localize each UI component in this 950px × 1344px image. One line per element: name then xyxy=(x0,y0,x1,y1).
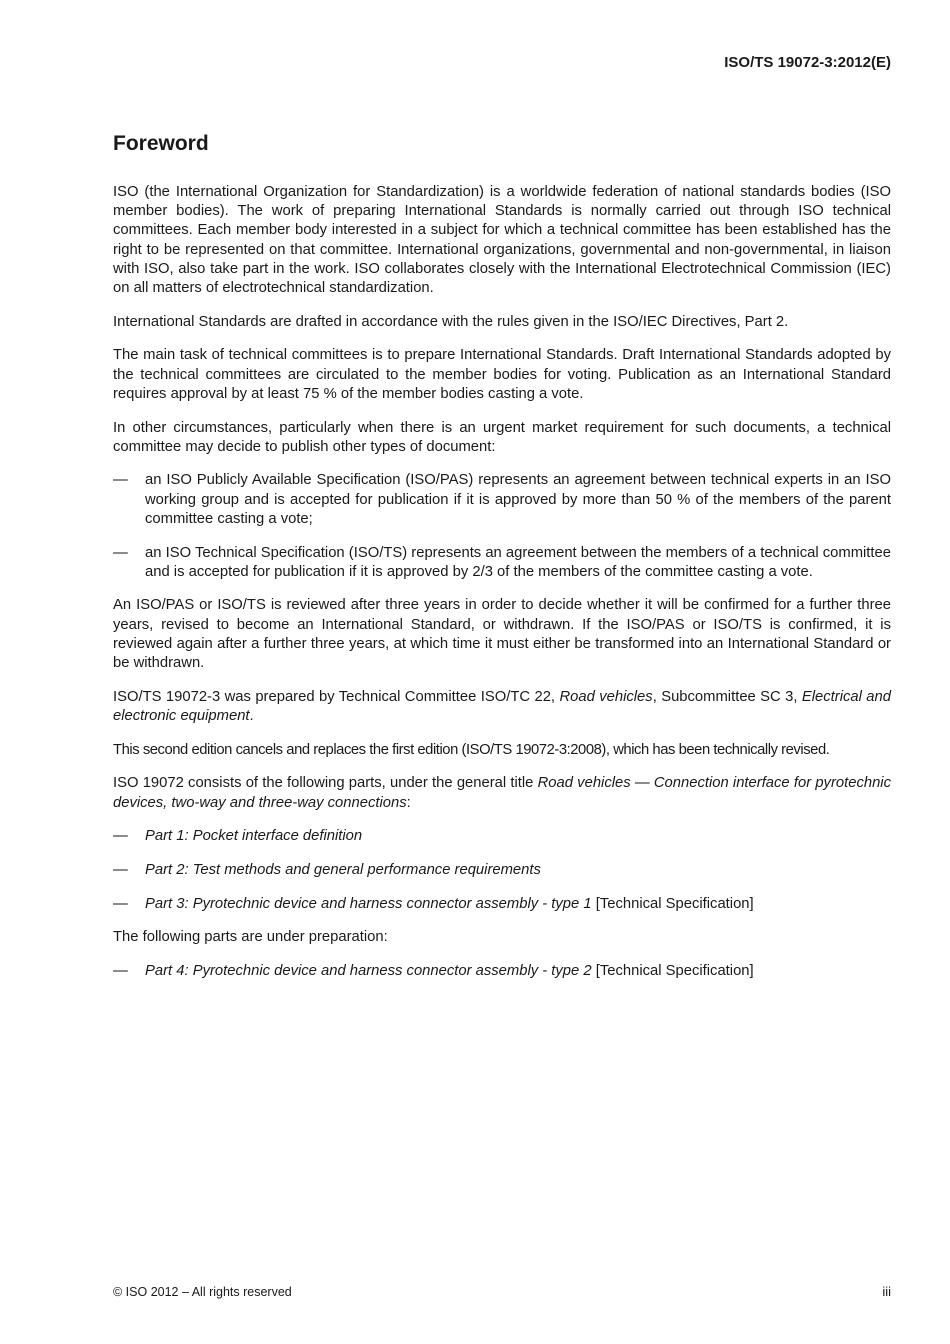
paragraph-iso-intro: ISO (the International Organization for Standardization) is a worldwide federation of national standards bodies (ISO member bodies). The work of preparing International Standards is normally carried out through ISO technical committees. Each member body interested in a subject for which a technical committee has been established has the right to be represented on that committee. International organizations, governmental and non-governmental, in liaison with ISO, also take part in the work. ISO collaborates closely with the International Electrotechnical Commission (IEC) on all matters of electrotechnical standardization. xyxy=(113,184,891,297)
page-number: iii xyxy=(882,1284,891,1299)
list-item-ts xyxy=(113,544,891,582)
paragraph-review: An ISO/PAS or ISO/TS is reviewed after three years in order to decide whether it will be confirmed for a further three years, revised to become an International Standard, or withdrawn. If the ISO/PAS or ISO/TS is confirmed, it is reviewed again after a further three years, at which time it must either be transformed into an International Standard or be withdrawn. xyxy=(113,597,891,672)
subcommittee-title: Electrical and electronic equipment xyxy=(113,688,891,724)
paragraph-parts-intro xyxy=(113,774,891,812)
part-note: [Technical Specification] xyxy=(591,895,754,912)
paragraph-under-preparation: The following parts are under preparation: xyxy=(113,929,388,946)
list-item-pas xyxy=(113,471,891,529)
part-title: Part 3: Pyrotechnic device and harness connector assembly - type 1 xyxy=(145,895,592,912)
general-title: Road vehicles — Connection interface for pyrotechnic devices, two-way and three-way connections xyxy=(113,775,891,811)
part-item xyxy=(113,861,891,880)
part-title: Part 2: Test methods and general performance requirements xyxy=(145,861,541,878)
sentence-end: . xyxy=(249,707,254,724)
list-dash: — xyxy=(113,472,128,489)
list-item-text: an ISO Publicly Available Specification (ISO/PAS) represents an agreement between technical experts in an ISO working group and is accepted for publication if it is approved by more than 50 % of the members of the parent committee casting a vote; xyxy=(145,472,891,527)
list-dash: — xyxy=(113,828,128,845)
paragraph-directives: International Standards are drafted in accordance with the rules given in the ISO/IEC Directives, Part 2. xyxy=(113,313,789,330)
parts-intro-colon: : xyxy=(406,794,411,811)
parts-intro-text: ISO 19072 consists of the following parts, under the general title xyxy=(113,775,538,792)
subcommittee-text: , Subcommittee SC 3, xyxy=(652,688,802,705)
foreword-body xyxy=(113,183,891,996)
list-item-text: an ISO Technical Specification (ISO/TS) represents an agreement between the members of a technical committee and is accepted for publication if it is approved by 2/3 of the members of the committee casting a vote. xyxy=(145,544,891,580)
page-title: Foreword xyxy=(113,132,209,155)
list-dash: — xyxy=(113,963,128,980)
paragraph-prepared-by xyxy=(113,688,891,726)
list-dash: — xyxy=(113,544,128,561)
list-dash: — xyxy=(113,895,128,912)
copyright-notice: © ISO 2012 – All rights reserved xyxy=(113,1285,292,1299)
part-item xyxy=(113,827,891,846)
paragraph-edition: This second edition cancels and replaces the first edition (ISO/TS 19072-3:2008), which has been technically revised. xyxy=(113,741,830,758)
part-title: Part 4: Pyrotechnic device and harness connector assembly - type 2 xyxy=(145,963,592,980)
part-item xyxy=(113,895,891,914)
committee-title: Road vehicles xyxy=(559,688,653,705)
list-dash: — xyxy=(113,861,128,878)
prepared-by-text: ISO/TS 19072-3 was prepared by Technical Committee ISO/TC 22, xyxy=(113,688,560,705)
part-note: [Technical Specification] xyxy=(591,963,754,980)
part-item-in-preparation xyxy=(113,962,891,981)
paragraph-other-circumstances: In other circumstances, particularly when there is an urgent market requirement for such documents, a technical committee may decide to publish other types of document: xyxy=(113,419,891,455)
paragraph-main-task: The main task of technical committees is to prepare International Standards. Draft International Standards adopted by the technical committees are circulated to the member bodies for voting. Publication as an International Standard requires approval by at least 75 % of the member bodies casting a vote. xyxy=(113,347,891,402)
part-title: Part 1: Pocket interface definition xyxy=(145,828,363,845)
document-identifier: ISO/TS 19072-3:2012(E) xyxy=(724,54,891,71)
